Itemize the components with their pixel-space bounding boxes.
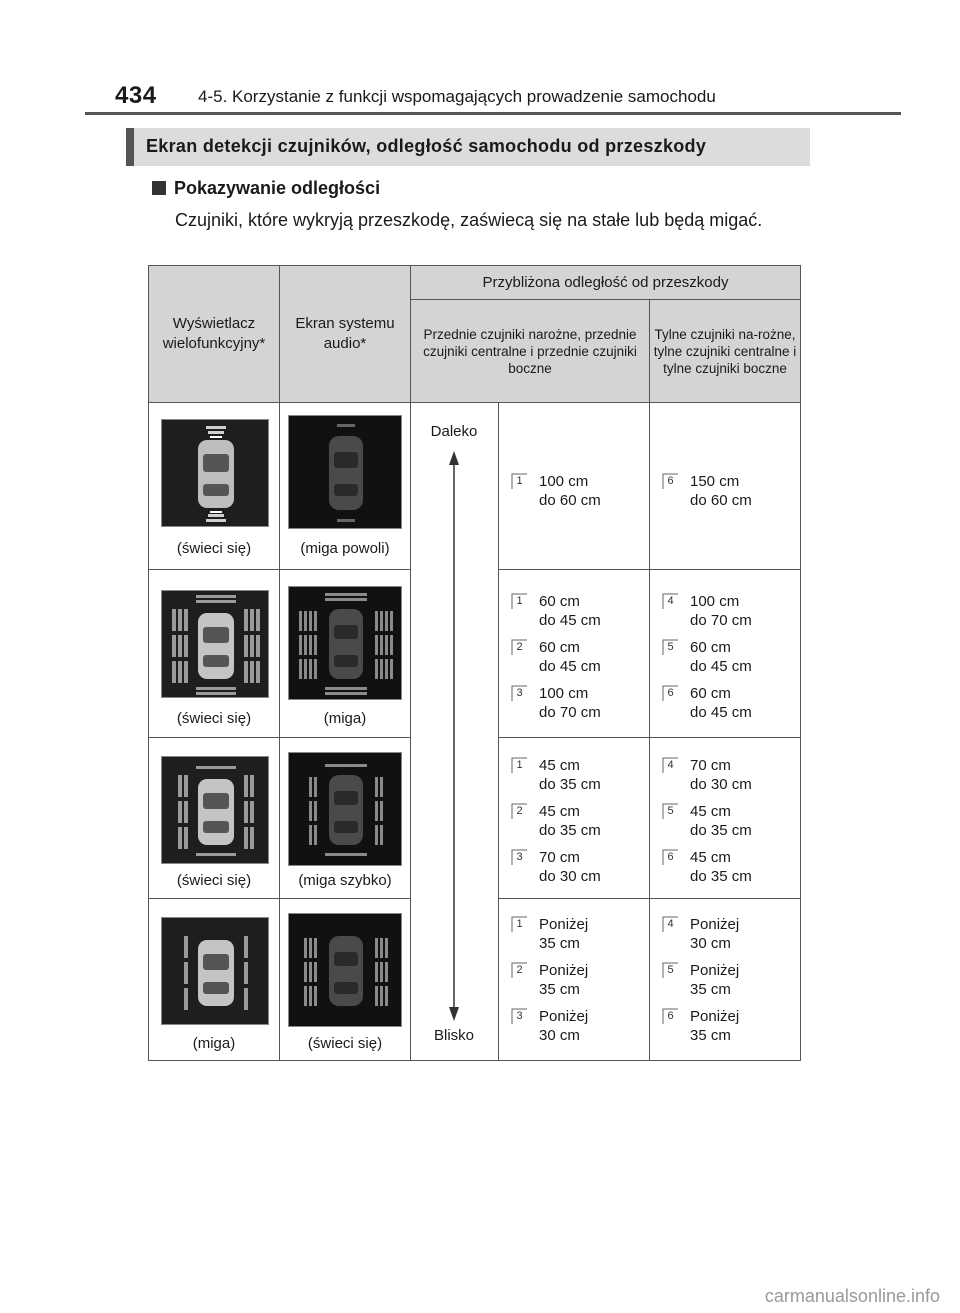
chapter-title: 4-5. Korzystanie z funkcji wspomagających prowadzenie samochodu: [198, 87, 716, 106]
multi-display-cell: [149, 738, 280, 899]
header-approx-distance: Przybliżona odległość od przeszkody: [411, 266, 801, 300]
audio-screen-caption: (miga): [323, 710, 367, 727]
sensor-number-badge: 4: [662, 593, 679, 610]
audio-screen-cell: [280, 570, 411, 738]
sensor-number-badge: 5: [662, 803, 679, 820]
header-audio-screen: Ekran systemu audio*: [280, 266, 411, 403]
multi-display-cell: [149, 570, 280, 738]
audio-screen-cell: [280, 403, 411, 570]
sensor-number-badge: 2: [511, 639, 528, 656]
audio-screen-cell: [280, 899, 411, 1061]
subsection-text: Czujniki, które wykryją przeszkodę, zaświecą się na stałe lub będą migać.: [175, 210, 763, 230]
front-distance-cell: 1 100 cm do 60 cm: [499, 403, 650, 570]
multi-display-cell: [149, 403, 280, 570]
sensor-number-badge: 3: [511, 849, 528, 866]
double-arrow-icon: [411, 403, 497, 1061]
audio-screen-caption: (świeci się): [307, 1035, 383, 1052]
sensor-number-badge: 4: [662, 757, 679, 774]
sensor-number-badge: 2: [511, 962, 528, 979]
multi-display-caption: (świeci się): [176, 540, 252, 557]
rear-distance-cell: 4 70 cm do 30 cm 5 45 cm do 35 cm 6 45 cm do 35 cm: [650, 738, 801, 899]
audio-screen-caption: (miga powoli): [300, 540, 390, 557]
audio-screen-cell: [280, 738, 411, 899]
sensor-number-badge: 3: [511, 1008, 528, 1025]
audio-screen-caption: (miga szybko): [298, 872, 392, 889]
multi-display-image: [161, 756, 269, 864]
distance-arrow: [411, 403, 497, 1061]
arrow-label-far: Daleko: [430, 423, 478, 440]
audio-screen-image: [288, 913, 402, 1027]
subsection-heading-text: Pokazywanie odległości: [174, 178, 381, 198]
audio-screen-image: [288, 415, 402, 529]
sensor-number-badge: 5: [662, 639, 679, 656]
sensor-number-badge: 6: [662, 685, 679, 702]
sensor-number-badge: 5: [662, 962, 679, 979]
front-distance-cell: 1 Poniżej 35 cm 2 Poniżej 35 cm 3 Poniżej 30 cm: [499, 899, 650, 1061]
section-title-bar: [126, 128, 810, 166]
header-multi-display: Wyświetlacz wielofunkcyjny*: [149, 266, 280, 403]
rear-distance-cell: 4 100 cm do 70 cm 5 60 cm do 45 cm 6 60 cm do 45 cm: [650, 570, 801, 738]
audio-screen-image: [288, 586, 402, 700]
multi-display-image: [161, 419, 269, 527]
distance-arrow-cell: [411, 403, 499, 1061]
multi-display-cell: [149, 899, 280, 1061]
multi-display-image: [161, 590, 269, 698]
sensor-number-badge: 1: [511, 593, 528, 610]
rear-distance-cell: 6 150 cm do 60 cm: [650, 403, 801, 570]
sensor-number-badge: 6: [662, 849, 679, 866]
arrow-label-near: Blisko: [433, 1027, 474, 1044]
sensor-number-badge: 1: [511, 757, 528, 774]
multi-display-caption: (świeci się): [176, 710, 252, 727]
sensor-number-badge: 1: [511, 916, 528, 933]
rear-distance-cell: 4 Poniżej 30 cm 5 Poniżej 35 cm 6 Poniżej 35 cm: [650, 899, 801, 1061]
square-bullet-icon: [152, 181, 166, 195]
multi-display-caption: (miga): [192, 1035, 236, 1052]
watermark: carmanualsonline.info: [764, 1286, 940, 1306]
subsection-heading: [152, 178, 380, 199]
header-rear-sensors: Tylne czujniki na-rożne, tylne czujniki centralne i tylne czujniki boczne: [650, 300, 801, 403]
multi-display-image: [161, 917, 269, 1025]
sensor-number-badge: 3: [511, 685, 528, 702]
audio-screen-image: [288, 752, 402, 866]
table-row: [149, 403, 801, 570]
section-title: Ekran detekcji czujników, odległość samochodu od przeszkody: [146, 136, 707, 156]
header-divider: [85, 112, 901, 115]
distance-table: [148, 265, 801, 1061]
sensor-number-badge: 1: [511, 473, 528, 490]
header-front-sensors: Przednie czujniki narożne, przednie czujniki centralne i przednie czujniki boczne: [411, 300, 650, 403]
sensor-number-badge: 2: [511, 803, 528, 820]
sensor-number-badge: 4: [662, 916, 679, 933]
page-number: 434: [115, 82, 157, 109]
front-distance-cell: 1 60 cm do 45 cm 2 60 cm do 45 cm 3 100 cm do 70 cm: [499, 570, 650, 738]
sensor-number-badge: 6: [662, 1008, 679, 1025]
sensor-number-badge: 6: [662, 473, 679, 490]
page-header: [115, 82, 905, 116]
front-distance-cell: 1 45 cm do 35 cm 2 45 cm do 35 cm 3 70 cm do 30 cm: [499, 738, 650, 899]
multi-display-caption: (świeci się): [176, 872, 252, 889]
